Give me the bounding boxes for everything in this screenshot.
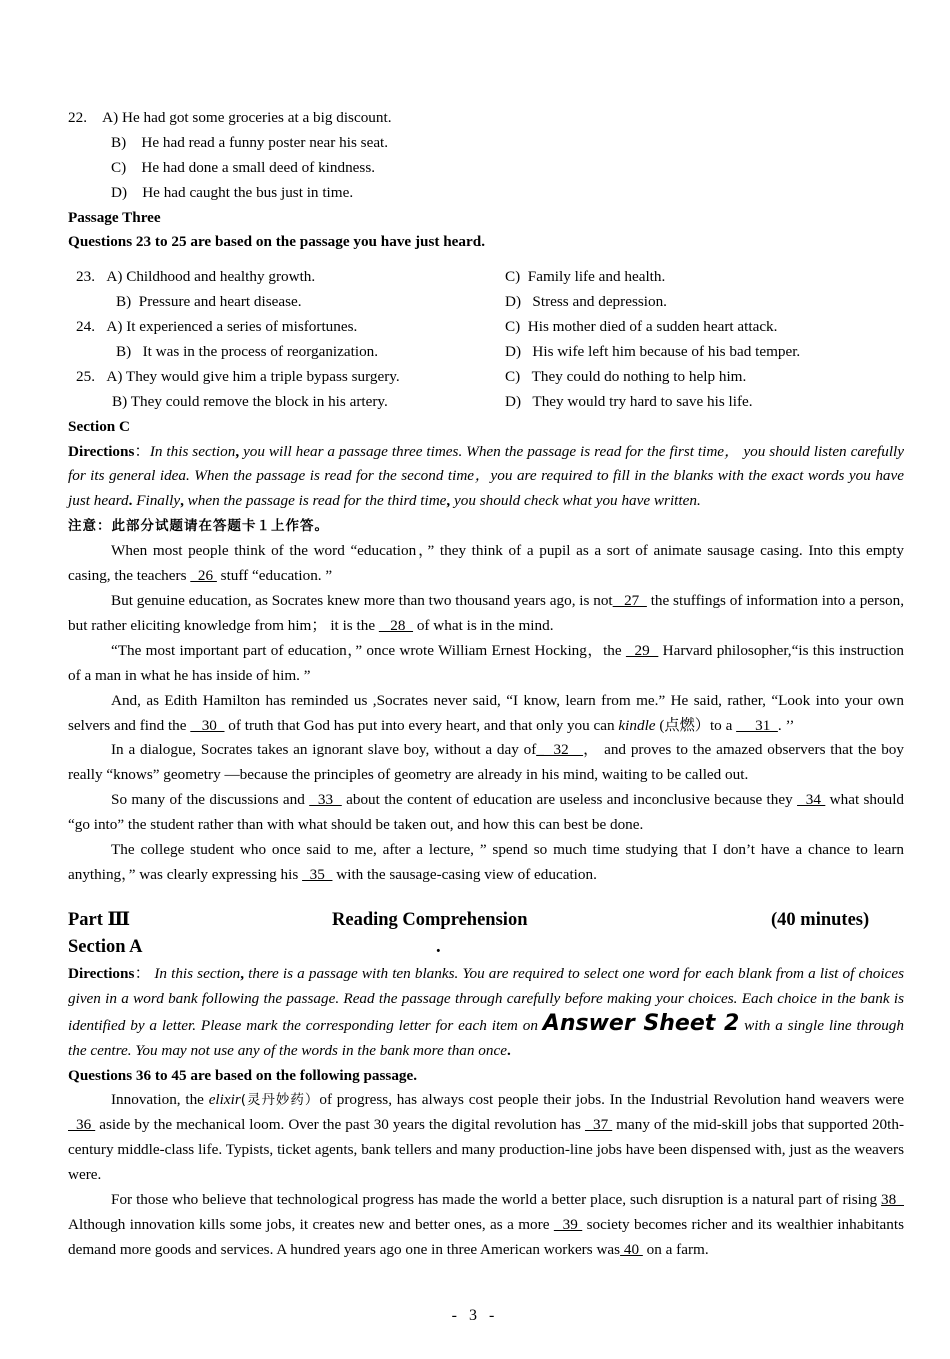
q23-option-c: C) Family life and health. xyxy=(505,268,666,286)
passage-three-intro: Questions 23 to 25 are based on the passage you have just heard. xyxy=(68,233,485,251)
section-a-title: Section A xyxy=(68,936,143,957)
passage-c-paragraph-3 xyxy=(68,639,904,689)
q23-option-a: 23. A) Childhood and healthy growth. xyxy=(76,268,316,286)
section-a-header xyxy=(68,935,904,962)
blank-39[interactable]: 39 xyxy=(553,1215,583,1233)
elixir-term: elixir xyxy=(208,1091,241,1109)
text: So many of the discussions and xyxy=(111,791,310,809)
passage-c-paragraph-5 xyxy=(68,738,904,788)
text: of what is in the mind. xyxy=(413,616,554,634)
passage-three-title: Passage Three xyxy=(68,208,161,226)
q23-row-1 xyxy=(68,265,904,290)
blank-33[interactable]: 33 xyxy=(309,791,342,809)
blank-27[interactable]: 27 xyxy=(612,592,647,609)
q22-number: 22. xyxy=(68,109,87,126)
section-a-directions: Directions： In this section, there is a passage with ten blanks. You are required to select one word for each blank from a list of choices given in a word bank following the passage. Read the passage through carefully before making your choices. Each choice in the bank is identified by a letter. Please mark the corresponding letter for each item on Answer Sheet 2 with a single line through the centre. You may not use any of the words in the bank more than once. xyxy=(68,964,904,1059)
q22-option-b: B) He had read a funny poster near his seat. xyxy=(111,133,389,151)
questions-36-45-intro: Questions 36 to 45 are based on the following passage. xyxy=(68,1066,418,1084)
text: Although innovation kills some jobs, it creates new and better ones, as a more xyxy=(68,1215,554,1233)
elixir-gloss: (灵丹妙药） xyxy=(240,1092,320,1109)
q24-option-c: C) His mother died of a sudden heart attack. xyxy=(505,318,778,336)
q22-option-a xyxy=(68,106,904,131)
part-three-time: (40 minutes) xyxy=(771,909,870,930)
kindle-gloss: (点燃） xyxy=(655,716,710,734)
dir-c-2: you will hear a passage three times. When the passage is read for the first time， you should listen carefully for its general idea. When the passage is read for the second time，you are required to fill in the blanks with the exact words you have just heard xyxy=(68,442,904,510)
passage-a-paragraph-2 xyxy=(68,1188,904,1263)
blank-28[interactable]: 28 xyxy=(378,616,414,634)
text: to a xyxy=(709,716,737,734)
text: stuff “education. ” xyxy=(216,567,333,585)
q25-option-c: C) They could do nothing to help him. xyxy=(505,367,747,385)
q25-option-b: B) They could remove the block in his artery. xyxy=(112,392,388,410)
directions-label: Directions xyxy=(68,442,135,460)
q23-option-d: D) Stress and depression. xyxy=(505,293,667,311)
blank-37[interactable]: 37 xyxy=(584,1116,613,1134)
part-three-header xyxy=(68,908,904,935)
text: And, as Edith Hamilton has reminded us ,Socrates never said, “I know, learn from me.” He said, rather, “Look into your own selvers and find the xyxy=(68,691,904,734)
text: what should “go into” the student rather than with what should be taken out, and how this can best be done. xyxy=(68,791,905,834)
blank-29[interactable]: 29 xyxy=(625,641,659,659)
text: But genuine education, as Socrates knew more than two thousand years ago, is not xyxy=(111,592,613,609)
text: In a dialogue, Socrates takes an ignorant slave boy, without a day of xyxy=(111,741,537,759)
blank-36[interactable]: 36 xyxy=(68,1116,96,1134)
q22-option-d: D) He had caught the bus just in time. xyxy=(111,183,354,201)
q23-row-2 xyxy=(68,290,904,315)
q24-option-b: B) It was in the process of reorganization. xyxy=(116,343,379,361)
section-c-title: Section C xyxy=(68,417,131,435)
passage-c-paragraph-6 xyxy=(68,788,904,838)
part-three-center-title: Reading Comprehension xyxy=(332,909,528,930)
q25-row-2 xyxy=(68,390,904,415)
dir-c-1: In this section xyxy=(149,442,236,460)
q25-row-1 xyxy=(68,365,904,390)
blank-34[interactable]: 34 xyxy=(797,791,826,809)
q24-row-2 xyxy=(68,340,904,365)
text: The college student who once said to me, after a lecture, ” spend so much time studying that I don’t have a chance to learn anything，” was clearly expressing his xyxy=(68,841,904,883)
page-number: - 3 - xyxy=(451,1307,499,1324)
kindle-term: kindle xyxy=(618,716,656,734)
text: about the content of education are useless and inconclusive because they xyxy=(341,791,798,809)
q23-option-b: B) Pressure and heart disease. xyxy=(116,293,302,311)
blank-32[interactable]: _ 32 xyxy=(536,741,584,759)
q24-row-1 xyxy=(68,315,904,340)
passage-a-paragraph-1 xyxy=(68,1088,904,1188)
directions-label: Directions xyxy=(68,964,135,982)
passage-c-paragraph-1 xyxy=(68,539,904,589)
text: When most people think of the word “education，” they think of a pupil as a sort of animate sausage casing. Into this empty casing, the teachers xyxy=(68,542,904,585)
text: with the sausage-casing view of education. xyxy=(332,865,597,883)
text: Harvard philosopher,“is this instruction of a man in what he has inside of him. ” xyxy=(68,641,904,684)
blank-31[interactable]: 31 xyxy=(736,716,778,734)
passage-c-paragraph-2 xyxy=(68,589,904,639)
dir-c-3: Finally xyxy=(136,492,181,510)
text: of truth that God has put into every heart, and that only you can xyxy=(224,716,619,734)
dir-c-5: you should check what you have written. xyxy=(454,492,701,510)
blank-30[interactable]: 30 xyxy=(190,716,225,734)
q25-option-a: 25. A) They would give him a triple bypass surgery. xyxy=(76,367,400,385)
blank-35[interactable]: 35 xyxy=(302,865,333,883)
text: Innovation, the xyxy=(111,1091,209,1109)
exam-page xyxy=(68,106,904,1263)
blank-40[interactable]: 40 xyxy=(620,1240,643,1258)
q22-option-c: C) He had done a small deed of kindness. xyxy=(111,158,376,176)
section-c-directions: Directions：In this section, you will hear a passage three times. When the passage is read for the first time， you should listen carefully for its general idea. When the passage is read for the second time，you are required to fill in the blanks with the exact words you have just heard. Finally, when the passage is read for the third time, you should check what you have written. xyxy=(68,442,904,510)
q24-option-d: D) His wife left him because of his bad temper. xyxy=(505,343,801,361)
text: many of the mid-skill jobs that supported 20th-century middle-class life. Typists, ticket agents, bank tellers and many production-line jobs have been dispensed with, just as the weavers were. xyxy=(68,1116,905,1184)
q24-option-a: 24. A) It experienced a series of misfortunes. xyxy=(76,318,358,336)
blank-26[interactable]: 26 xyxy=(190,567,217,585)
text: society becomes richer and its wealthier inhabitants demand more goods and services. A hundred years ago one in three American workers was xyxy=(68,1215,904,1258)
dir-sep: ： xyxy=(134,964,151,982)
text: . ’’ xyxy=(777,716,795,734)
blank-38[interactable]: 38 xyxy=(881,1191,904,1209)
text: of progress, has always cost people their jobs. In the Industrial Revolution hand weavers were xyxy=(319,1091,904,1109)
answer-sheet-2: Answer Sheet 2 xyxy=(542,1010,740,1036)
text: For those who believe that technological progress has made the world a better place, such disruption is a natural part of rising xyxy=(111,1191,882,1209)
q25-option-d: D) They would try hard to save his life. xyxy=(505,392,753,410)
dir-a-1: In this section xyxy=(154,964,241,982)
dir-a-2: there is a passage with ten blanks. You are required to select one word for each blank from a list of choices given in a word bank following the passage. Read the passage through carefully before making your choices. Each choice in the bank is identified by a letter. Please mark the corresponding letter for each item on xyxy=(68,964,904,1034)
text: on a farm. xyxy=(642,1240,709,1258)
text: ， and proves to the amazed observers that the boy really “knows” geometry —because the principles of geometry are already in his mind, waiting to be called out. xyxy=(68,741,904,784)
dir-c-4: when the passage is read for the third time xyxy=(187,492,447,510)
passage-c-paragraph-7 xyxy=(68,838,904,888)
dir-a-3: with a single line through the centre. You may not use any of the words in the bank more than once xyxy=(68,1016,904,1059)
passage-c-paragraph-4 xyxy=(68,689,904,739)
text: aside by the mechanical loom. Over the past 30 years the digital revolution has xyxy=(95,1116,585,1134)
section-a-dot: . xyxy=(436,936,441,957)
part-three-title: Part Ⅲ xyxy=(68,909,131,930)
q22-a-text: A) He had got some groceries at a big discount. xyxy=(102,109,392,126)
text: “The most important part of education，” once wrote William Ernest Hocking，the xyxy=(111,641,626,659)
dir-sep: ： xyxy=(134,442,150,460)
text: the stuffings of information into a person, but rather eliciting knowledge from him； it is the xyxy=(68,592,904,634)
section-c-note: 注意：此部分试题请在答题卡１上作答。 xyxy=(68,518,329,535)
